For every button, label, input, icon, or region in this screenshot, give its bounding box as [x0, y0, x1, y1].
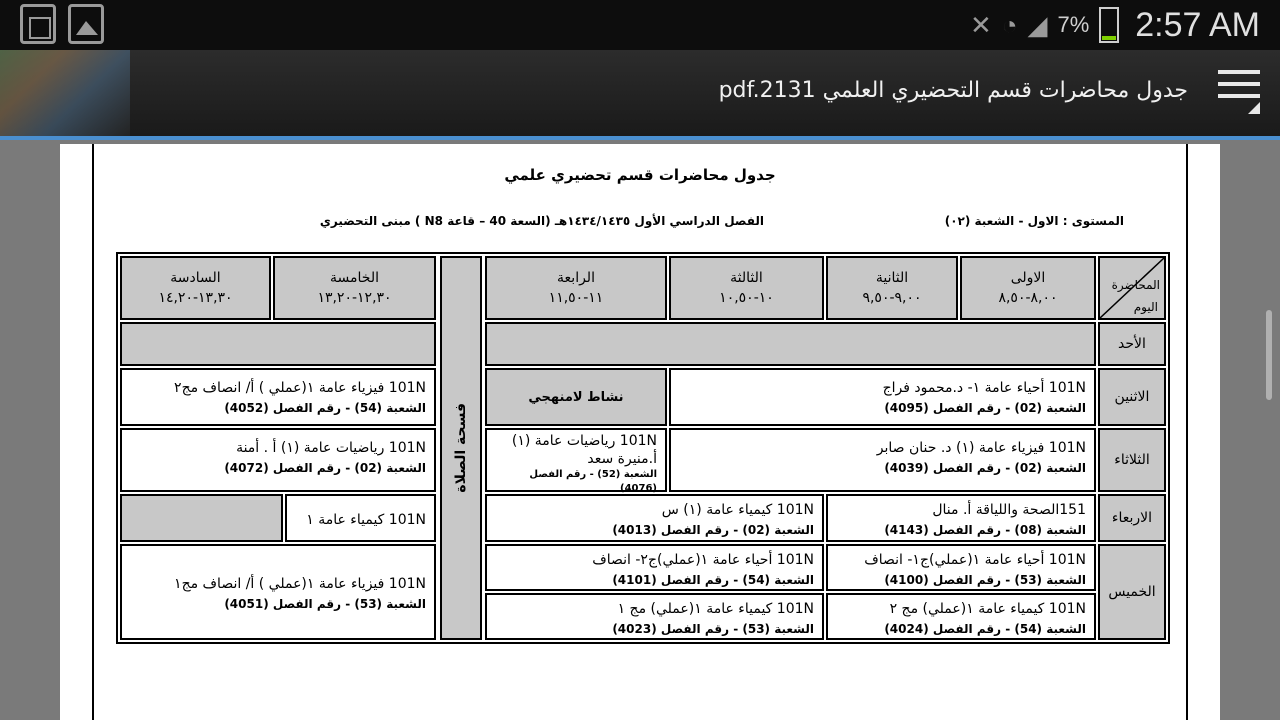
status-bar [0, 0, 1280, 50]
clock: 2:57 AM [1135, 5, 1260, 44]
day-thursday: الخميس [1098, 544, 1166, 640]
period-1-header: الاولى ٨,٠٠-٨,٥٠ [960, 256, 1096, 320]
app-logo [0, 50, 130, 136]
action-bar [0, 50, 1280, 140]
tuesday-physics-class: 101N فيزياء عامة (١) د. حنان صابر الشعبة (02) - رقم الفصل (4039) [669, 428, 1096, 492]
scrollbar[interactable] [1266, 310, 1272, 400]
thursday-biology-lab-1: 101N أحياء عامة ١(عملي)ج١- انصاف الشعبة (53) - رقم الفصل (4100) [826, 544, 1096, 591]
term-info: الفصل الدراسي الأول ١٤٣٤/١٤٣٥هـ (السعة 40 – قاعة N8 ) مبنى التحضيري [319, 214, 764, 228]
thursday-chemistry-lab-1: 101N كيمياء عامة ١(عملي) مج ١ الشعبة (53) - رقم الفصل (4023) [485, 593, 824, 640]
battery-icon [1099, 7, 1119, 43]
monday-biology-class: 101N أحياء عامة ١- د.محمود فراج الشعبة (02) - رقم الفصل (4095) [669, 368, 1096, 426]
sunday-morning-empty [485, 322, 1096, 366]
wednesday-chemistry-class: 101N كيمياء عامة (١) س الشعبة (02) - رقم الفصل (4013) [485, 494, 824, 542]
document-title: جدول محاضرات قسم التحضيري العلمي pdf.2131 [718, 78, 1188, 103]
page-border-right [1186, 144, 1188, 720]
thursday-biology-lab-2: 101N أحياء عامة ١(عملي)ج٢- انصاف الشعبة (54) - رقم الفصل (4101) [485, 544, 824, 591]
period-2-header: الثانية ٩,٠٠-٩,٥٠ [826, 256, 958, 320]
menu-icon[interactable] [1218, 70, 1260, 114]
period-5-header: الخامسة ١٢,٣٠-١٣,٢٠ [273, 256, 436, 320]
corner-cell [1098, 256, 1166, 320]
tuesday-math-class-2: 101N رياضيات عامة (١) أ . أمنة الشعبة (02) - رقم الفصل (4072) [120, 428, 436, 492]
period-3-header: الثالثة ١٠-١٠,٥٠ [669, 256, 824, 320]
tuesday-math-class: 101N رياضيات عامة (١) أ.منيرة سعد الشعبة (52) - رقم الفصل (4076) [485, 428, 667, 492]
thursday-physics-lab: 101N فيزياء عامة ١(عملي ) أ/ انصاف مج١ الشعبة (53) - رقم الفصل (4051) [120, 544, 436, 640]
period-6-header: السادسة ١٣,٣٠-١٤,٢٠ [120, 256, 271, 320]
period-4-header: الرابعة ١١-١١,٥٠ [485, 256, 667, 320]
day-tuesday: الثلاثاء [1098, 428, 1166, 492]
monday-physics-lab: 101N فيزياء عامة ١(عملي ) أ/ انصاف مج٢ الشعبة (54) - رقم الفصل (4052) [120, 368, 436, 426]
wifi-icon: ◔ [1001, 9, 1018, 40]
page-border-left [92, 144, 94, 720]
wednesday-chemistry-class-2: 101N كيمياء عامة ١ [285, 494, 436, 542]
thursday-chemistry-lab-2: 101N كيمياء عامة ١(عملي) مج ٢ الشعبة (54) - رقم الفصل (4024) [826, 593, 1096, 640]
day-monday: الاثنين [1098, 368, 1166, 426]
level-info: المستوى : الاول - الشعبة (٠٢) [944, 214, 1124, 228]
monday-activity: نشاط لامنهجي [485, 368, 667, 426]
signal-icon: ◢ [1027, 9, 1048, 40]
day-wednesday: الاربعاء [1098, 494, 1166, 542]
image-icon [68, 4, 104, 44]
sunday-afternoon-empty [120, 322, 436, 366]
battery-percent: 7% [1057, 12, 1090, 37]
schedule-title: جدول محاضرات قسم تحضيري علمي [504, 166, 776, 184]
day-sunday: الأحد [1098, 322, 1166, 366]
sd-card-icon [20, 4, 56, 44]
prayer-break-column: فسحة الصلاة [440, 256, 482, 640]
corner-bottom-label: اليوم [1133, 300, 1158, 314]
wednesday-empty [120, 494, 283, 542]
mute-icon: ✕ [969, 9, 992, 40]
wednesday-health-class: 151الصحة واللياقة أ. منال الشعبة (08) - رقم الفصل (4143) [826, 494, 1096, 542]
corner-top-label: المحاضرة [1111, 278, 1160, 292]
